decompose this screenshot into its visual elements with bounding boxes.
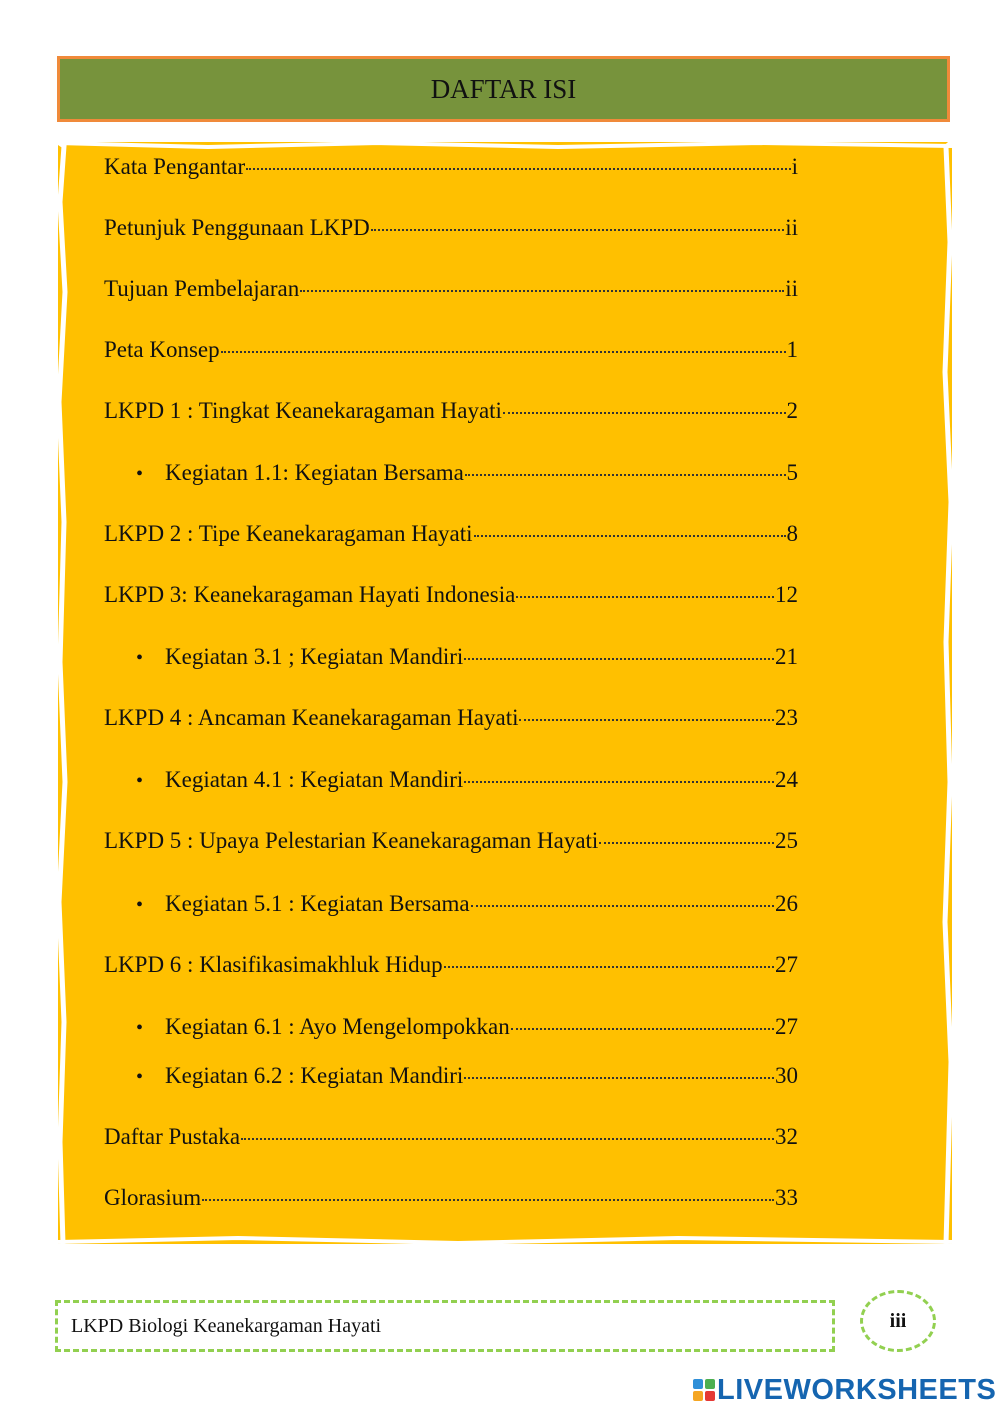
toc-entry-label: LKPD 6 : Klasifikasimakhluk Hidup [104, 952, 443, 977]
toc-entry-label: Kegiatan 3.1 ; Kegiatan Mandiri [165, 644, 464, 669]
toc-subentry[interactable] [136, 644, 798, 674]
toc-entry[interactable] [104, 215, 798, 245]
toc-entry-label: LKPD 1 : Tingkat Keanekaragaman Hayati [104, 398, 502, 423]
toc-entry[interactable] [104, 521, 798, 551]
toc-entry-page: 12 [775, 582, 798, 607]
toc-entry[interactable] [104, 952, 798, 982]
bullet-icon: • [136, 1066, 144, 1088]
footer-title-box [55, 1300, 835, 1352]
toc-leader-dots [246, 168, 790, 170]
toc-entry-page: 25 [775, 828, 798, 853]
toc-entry-page: ii [785, 276, 798, 301]
toc-entry-label: Kegiatan 5.1 : Kegiatan Bersama [165, 891, 470, 916]
toc-entry[interactable] [104, 582, 798, 612]
toc-entry-page: 1 [786, 337, 798, 362]
toc-entry-label: LKPD 2 : Tipe Keanekaragaman Hayati [104, 521, 473, 546]
toc-leader-dots [465, 474, 786, 476]
toc-entry-label: Petunjuk Penggunaan LKPD [104, 215, 370, 240]
toc-leader-dots [300, 290, 784, 292]
toc-entry-page: 32 [775, 1124, 798, 1149]
toc-leader-dots [511, 1028, 774, 1030]
toc-leader-dots [503, 412, 786, 414]
toc-entry-page: 30 [775, 1063, 798, 1088]
toc-entry-page: 5 [786, 460, 798, 485]
toc-entry-label: Kegiatan 6.1 : Ayo Mengelompokkan [165, 1014, 510, 1039]
toc-subentry[interactable] [136, 1014, 798, 1044]
toc-entry-label: Kata Pengantar [104, 154, 246, 179]
toc-leader-dots [202, 1199, 774, 1201]
page-number: iii [889, 1309, 907, 1332]
toc-entry-page: 8 [786, 521, 798, 546]
toc-entry-page: 27 [775, 952, 798, 977]
toc-entry-label: LKPD 5 : Upaya Pelestarian Keanekaragaman Hayati [104, 828, 599, 853]
toc-entry-page: 23 [775, 705, 798, 730]
toc-leader-dots [516, 596, 774, 598]
bullet-icon: • [136, 770, 144, 792]
bullet-icon: • [136, 647, 144, 669]
toc-entry-page: i [791, 154, 798, 179]
toc-subentry[interactable] [136, 891, 798, 921]
brand-text: LIVEWORKSHEETS [717, 1373, 997, 1406]
toc-entry-label: Peta Konsep [104, 337, 220, 362]
toc-subentry[interactable] [136, 460, 798, 490]
toc-entry-label: Daftar Pustaka [104, 1124, 241, 1149]
page-title: DAFTAR ISI [57, 56, 950, 122]
toc-entry-label: Glorasium [104, 1185, 202, 1210]
toc-entry-page: 33 [775, 1185, 798, 1210]
toc-leader-dots [519, 719, 774, 721]
toc-entry[interactable] [104, 154, 798, 184]
footer-title: LKPD Biologi Keanekargaman Hayati [71, 1314, 382, 1337]
bullet-icon: • [136, 894, 144, 916]
toc-entry-page: 24 [775, 767, 798, 792]
toc-entry[interactable] [104, 337, 798, 367]
toc-entry-label: Kegiatan 6.2 : Kegiatan Mandiri [165, 1063, 464, 1088]
toc-entry-page: 26 [775, 891, 798, 916]
toc-entry-label: Tujuan Pembelajaran [104, 276, 300, 301]
toc-leader-dots [444, 966, 774, 968]
toc-leader-dots [241, 1138, 774, 1140]
toc-entry-label: Kegiatan 1.1: Kegiatan Bersama [165, 460, 464, 485]
bullet-icon: • [136, 463, 144, 485]
toc-entry[interactable] [104, 276, 798, 306]
toc-entry-page: 2 [786, 398, 798, 423]
toc-leader-dots [471, 905, 774, 907]
toc-leader-dots [371, 229, 784, 231]
bullet-icon: • [136, 1017, 144, 1039]
toc-entry-label: LKPD 3: Keanekaragaman Hayati Indonesia [104, 582, 516, 607]
toc-entry-page: 27 [775, 1014, 798, 1039]
toc-entry[interactable] [104, 1185, 798, 1215]
toc-entry-label: LKPD 4 : Ancaman Keanekaragaman Hayati [104, 705, 519, 730]
liveworksheets-brand[interactable] [693, 1372, 996, 1408]
toc-entry[interactable] [104, 398, 798, 428]
toc-leader-dots [464, 781, 774, 783]
toc-leader-dots [474, 535, 786, 537]
toc-entry-page: ii [785, 215, 798, 240]
toc-leader-dots [464, 1077, 774, 1079]
toc-entry[interactable] [104, 705, 798, 735]
page-number-badge [860, 1290, 936, 1352]
toc-leader-dots [221, 351, 786, 353]
toc-entry-label: Kegiatan 4.1 : Kegiatan Mandiri [165, 767, 464, 792]
toc-subentry[interactable] [136, 767, 798, 797]
toc-entry[interactable] [104, 1124, 798, 1154]
toc-entry[interactable] [104, 828, 798, 858]
toc-leader-dots [464, 658, 774, 660]
toc-entry-page: 21 [775, 644, 798, 669]
toc-leader-dots [599, 842, 774, 844]
liveworksheets-logo-icon [693, 1379, 715, 1401]
toc-subentry[interactable] [136, 1063, 798, 1093]
